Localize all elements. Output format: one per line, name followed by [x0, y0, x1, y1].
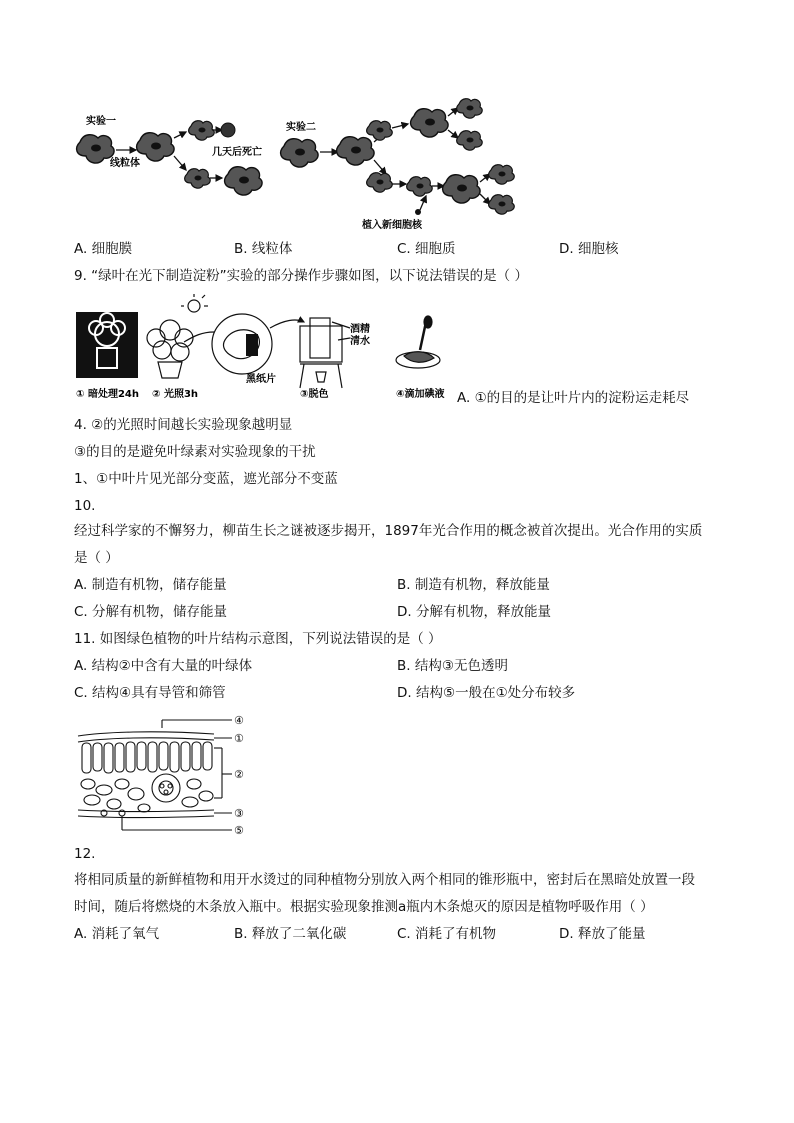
q10-option-c[interactable]: C. 分解有机物，储存能量 — [74, 604, 228, 620]
alcohol-label: 酒精 — [350, 324, 370, 335]
label-1: ① — [234, 732, 244, 745]
q12-option-d[interactable]: D. 释放了能量 — [559, 926, 646, 942]
step3-label: ③脱色 — [300, 389, 329, 400]
q11-option-b[interactable]: B. 结构③无色透明 — [397, 658, 508, 674]
q9-option-a[interactable]: A. ①的目的是让叶片内的淀粉运走耗尽 — [457, 390, 690, 406]
q10-option-d[interactable]: D. 分解有机物，释放能量 — [397, 604, 551, 620]
q12-stem-line1: 将相同质量的新鲜植物和用开水烫过的同种植物分别放入两个相同的锥形瓶中，密封后在黑暗处放置一段 — [74, 872, 695, 888]
label-5: ⑤ — [234, 824, 244, 837]
q11-stem: 11. 如图绿色植物的叶片结构示意图，下列说法错误的是（ ） — [74, 631, 442, 647]
q12-number: 12. — [74, 846, 96, 862]
amoeba-experiment-figure — [74, 94, 524, 234]
q8-option-a[interactable]: A. 细胞膜 — [74, 241, 133, 257]
q12-option-b[interactable]: B. 释放了二氧化碳 — [234, 926, 347, 942]
q12-option-a[interactable]: A. 消耗了氧气 — [74, 926, 160, 942]
q9-line-c[interactable]: ③的目的是避免叶绿素对实验现象的干扰 — [74, 444, 316, 460]
q10-number: 10. — [74, 498, 96, 514]
q9-line-b[interactable]: 4. ②的光照时间越长实验现象越明显 — [74, 417, 293, 433]
label-2: ② — [234, 768, 244, 781]
nucleus-label: 植入新细胞核 — [362, 220, 422, 231]
q12-stem-line2: 时间，随后将燃烧的木条放入瓶中。根据实验现象推测a瓶内木条熄灭的原因是植物呼吸作用（ ） — [74, 899, 654, 915]
q10-stem-line2: 是（ ） — [74, 550, 119, 566]
q10-stem-line1: 经过科学家的不懈努力，柳苗生长之谜被逐步揭开，1897年光合作用的概念被首次提出。光合作用的实质 — [74, 523, 703, 539]
q9-line-d[interactable]: 1、①中叶片见光部分变蓝，遮光部分不变蓝 — [74, 471, 338, 487]
mito-label: 线粒体 — [110, 158, 140, 169]
q11-option-d[interactable]: D. 结构⑤一般在①处分布较多 — [397, 685, 576, 701]
q8-option-c[interactable]: C. 细胞质 — [397, 241, 456, 257]
label-3: ③ — [234, 807, 244, 820]
q8-option-b[interactable]: B. 线粒体 — [234, 241, 293, 257]
step2-label: ② 光照3h — [152, 389, 199, 400]
death-label: 几天后死亡 — [212, 147, 262, 158]
q12-option-c[interactable]: C. 消耗了有机物 — [397, 926, 497, 942]
step1-label: ① 暗处理24h — [76, 389, 139, 400]
q10-option-a[interactable]: A. 制造有机物，储存能量 — [74, 577, 227, 593]
leaf-structure-figure — [74, 712, 254, 840]
q11-option-a[interactable]: A. 结构②中含有大量的叶绿体 — [74, 658, 253, 674]
label-4: ④ — [234, 714, 244, 727]
black-paper-label: 黑纸片 — [246, 374, 276, 385]
water-label: 清水 — [350, 336, 370, 347]
q10-option-b[interactable]: B. 制造有机物，释放能量 — [397, 577, 550, 593]
q8-option-d[interactable]: D. 细胞核 — [559, 241, 619, 257]
q11-option-c[interactable]: C. 结构④具有导管和筛管 — [74, 685, 226, 701]
starch-experiment-figure — [74, 292, 459, 404]
exp1-label: 实验一 — [86, 116, 116, 127]
q9-stem: 9. “绿叶在光下制造淀粉”实验的部分操作步骤如图，以下说法错误的是（ ） — [74, 268, 528, 284]
step4-label: ④滴加碘液 — [396, 389, 445, 400]
exp2-label: 实验二 — [286, 122, 316, 133]
